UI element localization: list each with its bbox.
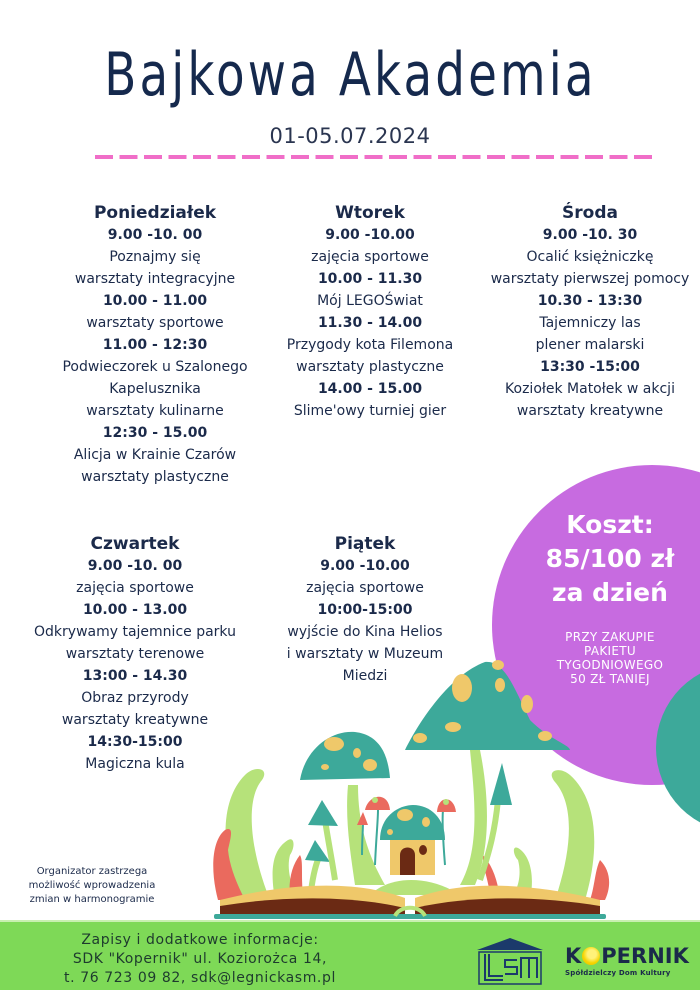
time-slot: 9.00 -10.00: [320, 558, 410, 574]
price-amount: 85/100 zł: [545, 544, 675, 573]
contact-info: [30, 931, 370, 988]
day-name: Czwartek: [90, 534, 180, 554]
lsm-logo-icon: [475, 936, 545, 986]
activity-text: Mój LEGOŚwiat: [317, 293, 423, 309]
activity-text: warsztaty plastyczne: [81, 469, 229, 485]
activity-text: Ocalić księżniczkę: [526, 249, 654, 265]
activity-text: warsztaty pierwszej pomocy: [490, 271, 690, 287]
activity-text: Kapelusznika: [109, 381, 201, 397]
kopernik-logo: K PERNIK Spółdzielczy Dom Kultury: [565, 944, 695, 977]
time-slot: 9.00 -10. 00: [87, 558, 183, 574]
time-slot: 9.00 -10.00: [325, 227, 415, 243]
activity-text: wyjście do Kina Helios: [287, 624, 443, 640]
contact-address: SDK "Kopernik" ul. Koziorożca 14,: [72, 951, 328, 967]
time-slot: 10.30 - 13:30: [537, 293, 643, 309]
day-name: Środa: [562, 203, 618, 223]
day-name: Wtorek: [335, 203, 405, 223]
time-slot: 10.00 - 13.00: [82, 602, 188, 618]
time-slot: 13:30 -15:00: [540, 359, 640, 375]
activity-text: Magiczna kula: [85, 756, 185, 772]
time-slot: 10.00 - 11.30: [317, 271, 423, 287]
activity-text: Koziołek Matołek w akcji: [505, 381, 675, 397]
activity-text: Slime'owy turniej gier: [293, 403, 447, 419]
discount-note: PRZY ZAKUPIE PAKIETU TYGODNIOWEGO 50 ZŁ TANIEJ: [556, 630, 664, 686]
activity-text: zajęcia sportowe: [311, 249, 429, 265]
footer-bar: [0, 920, 700, 990]
book-mushrooms-illustration: [200, 650, 620, 920]
time-slot: 14.00 - 15.00: [317, 381, 423, 397]
activity-text: warsztaty kreatywne: [61, 712, 209, 728]
activity-text: zajęcia sportowe: [76, 580, 194, 596]
activity-text: Alicja w Krainie Czarów: [73, 447, 237, 463]
time-slot: 10.00 - 11.00: [102, 293, 208, 309]
dashed-divider: [95, 155, 655, 159]
time-slot: 11.30 - 14.00: [317, 315, 423, 331]
activity-text: warsztaty plastyczne: [296, 359, 444, 375]
activity-text: Obraz przyrody: [81, 690, 189, 706]
price-label: Koszt:: [566, 510, 654, 539]
poster-title: Bajkowa Akademia: [104, 40, 597, 110]
activity-text: Odkrywamy tajemnice parku: [34, 624, 236, 640]
event-dates: 01-05.07.2024: [269, 124, 431, 148]
activity-text: i warsztaty w Muzeum: [286, 646, 444, 662]
schedule-day-tuesday: [260, 202, 480, 422]
day-name: Poniedziałek: [93, 203, 217, 223]
activity-text: Przygody kota Filemona: [286, 337, 454, 353]
activity-text: Podwieczorek u Szalonego: [62, 359, 248, 375]
contact-phone-email: t. 76 723 09 82, sdk@legnickasm.pl: [64, 970, 336, 986]
activity-text: warsztaty integracyjne: [74, 271, 236, 287]
schedule-day-monday: [30, 202, 280, 488]
activity-text: zajęcia sportowe: [306, 580, 424, 596]
schedule-day-wednesday: [475, 202, 700, 422]
time-slot: 9.00 -10. 00: [107, 227, 203, 243]
price-unit: za dzień: [552, 578, 668, 607]
time-slot: 9.00 -10. 30: [542, 227, 638, 243]
time-slot: 13:00 - 14.30: [82, 668, 188, 684]
activity-text: Tajemniczy las: [539, 315, 641, 331]
activity-text: Miedzi: [342, 668, 388, 684]
kopernik-subtitle: Spółdzielczy Dom Kultury: [565, 969, 671, 977]
activity-text: warsztaty terenowe: [65, 646, 205, 662]
day-name: Piątek: [334, 534, 396, 554]
activity-text: warsztaty kulinarne: [86, 403, 224, 419]
planet-o-icon: [582, 947, 600, 965]
time-slot: 12:30 - 15.00: [102, 425, 208, 441]
time-slot: 10:00-15:00: [317, 602, 413, 618]
activity-text: warsztaty sportowe: [86, 315, 224, 331]
time-slot: 11.00 - 12:30: [102, 337, 208, 353]
registration-label: Zapisy i dodatkowe informacje:: [81, 932, 319, 948]
time-slot: 14:30-15:00: [87, 734, 183, 750]
schedule-change-disclaimer: Organizator zastrzega możliwość wprowadzenia zmian w harmonogramie: [28, 866, 156, 905]
activity-text: Poznajmy się: [109, 249, 201, 265]
activity-text: warsztaty kreatywne: [516, 403, 664, 419]
activity-text: plener malarski: [535, 337, 645, 353]
